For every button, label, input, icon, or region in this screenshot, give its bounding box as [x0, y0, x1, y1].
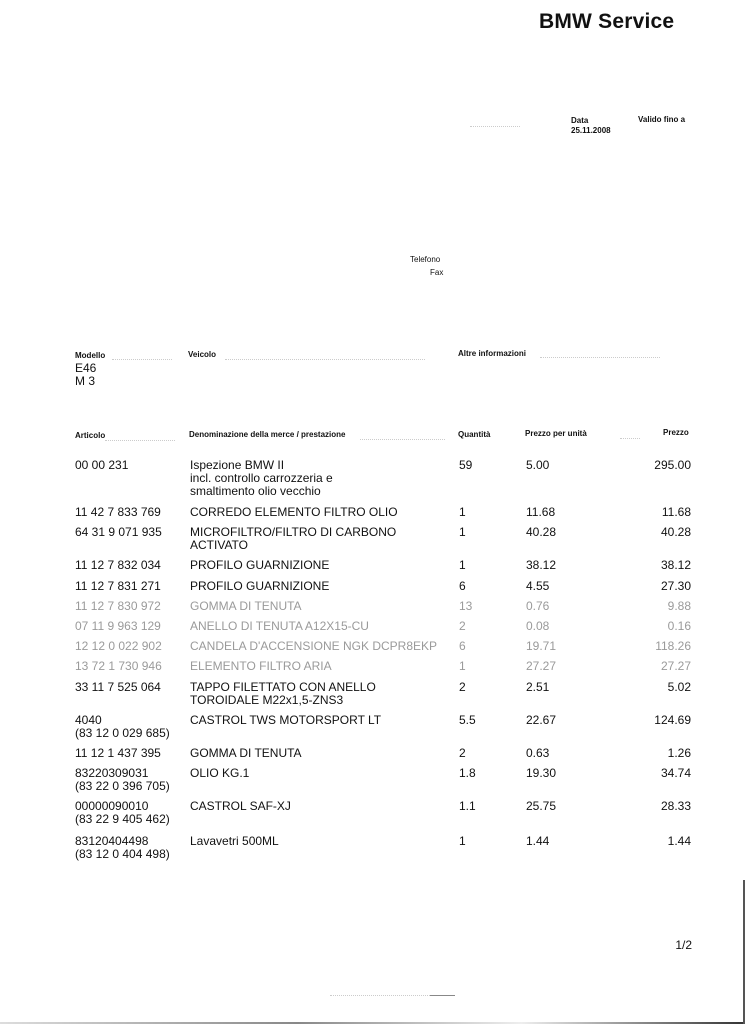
divider: [105, 440, 175, 441]
item-description: [190, 559, 450, 572]
item-description: [190, 800, 450, 813]
item-description-line: ANELLO DI TENUTA A12X15-CU: [190, 619, 369, 633]
item-price: 1.26: [667, 746, 691, 760]
divider: [470, 126, 520, 127]
article-number-line: 4040: [75, 713, 102, 727]
article-number-line: 11 42 7 833 769: [75, 505, 161, 519]
item-unit-price: 22.67: [526, 713, 557, 727]
article-number: [75, 714, 185, 740]
item-quantity: 6: [459, 639, 466, 653]
item-description: [190, 835, 450, 848]
item-description-line: Lavavetri 500ML: [190, 834, 279, 848]
article-number: [75, 747, 185, 760]
item-description: [190, 600, 450, 613]
article-number-line: 00000090010: [75, 799, 149, 813]
article-number-line: 07 11 9 963 129: [75, 619, 161, 633]
article-number: [75, 526, 185, 539]
header-quantity: Quantità: [458, 430, 491, 439]
item-description: [190, 714, 450, 727]
page-number: 1/2: [675, 938, 692, 952]
divider: [225, 359, 425, 360]
item-price: 38.12: [660, 558, 691, 572]
article-number: [75, 640, 185, 653]
item-description-line: Ispezione BMW II: [190, 458, 285, 472]
item-price: 124.69: [654, 713, 691, 727]
item-quantity: 1: [459, 834, 466, 848]
item-description-line: GOMMA DI TENUTA: [190, 746, 302, 760]
article-number: [75, 459, 185, 472]
item-unit-price: 40.28: [526, 525, 557, 539]
model-label: Modello: [75, 351, 106, 360]
item-unit-price: 0.63: [526, 746, 550, 760]
item-price: 1.44: [667, 834, 691, 848]
item-price: 40.28: [660, 525, 691, 539]
article-number-line: 12 12 0 022 902: [75, 639, 162, 653]
telefono-label: Telefono: [410, 255, 441, 264]
item-price: 27.27: [660, 659, 691, 673]
item-description-line: smaltimento olio vecchio: [190, 484, 321, 498]
item-unit-price: 0.08: [526, 619, 550, 633]
item-quantity: 2: [459, 619, 466, 633]
item-price: 295.00: [654, 458, 691, 472]
item-description: [190, 526, 450, 552]
item-unit-price: 4.55: [526, 579, 550, 593]
item-description-line: TOROIDALE M22x1,5-ZNS3: [190, 693, 344, 707]
item-unit-price: 19.30: [526, 766, 557, 780]
divider: [112, 359, 172, 360]
vehicle-label: Veicolo: [188, 350, 217, 359]
article-number-line: 00 00 231: [75, 458, 129, 472]
model-value-2: M 3: [75, 374, 96, 388]
item-description: [190, 747, 450, 760]
item-unit-price: 1.44: [526, 834, 550, 848]
item-quantity: 1.8: [459, 766, 476, 780]
item-unit-price: 2.51: [526, 680, 550, 694]
item-quantity: 6: [459, 579, 466, 593]
item-unit-price: 27.27: [526, 659, 557, 673]
header-unit-price: Prezzo per unità: [525, 429, 587, 438]
item-quantity: 5.5: [459, 713, 476, 727]
item-description-line: incl. controllo carrozzeria e: [190, 471, 333, 485]
item-description-line: PROFILO GUARNIZIONE: [190, 558, 330, 572]
article-number: [75, 800, 185, 826]
fax-label: Fax: [430, 268, 444, 277]
item-unit-price: 11.68: [526, 505, 556, 519]
item-quantity: 1: [459, 525, 466, 539]
item-unit-price: 19.71: [526, 639, 557, 653]
article-number-line: 33 11 7 525 064: [75, 680, 161, 694]
item-description-line: CORREDO ELEMENTO FILTRO OLIO: [190, 505, 398, 519]
item-quantity: 13: [459, 599, 473, 613]
item-description: [190, 660, 450, 673]
article-number: [75, 559, 185, 572]
item-description: [190, 620, 450, 633]
item-unit-price: 0.76: [526, 599, 550, 613]
brand-title: BMW Service: [539, 10, 675, 33]
item-unit-price: 5.00: [526, 458, 550, 472]
article-number-line: 11 12 7 830 972: [75, 599, 161, 613]
article-number: [75, 620, 185, 633]
item-unit-price: 25.75: [526, 799, 557, 813]
date-label: Data: [571, 116, 589, 125]
item-price: 27.30: [660, 579, 691, 593]
divider: [360, 439, 445, 440]
article-number-line: 11 12 1 437 395: [75, 746, 161, 760]
article-number: [75, 767, 185, 793]
item-quantity: 59: [459, 458, 473, 472]
item-quantity: 1.1: [459, 799, 476, 813]
divider: [540, 357, 660, 358]
item-description-line: CANDELA D'ACCENSIONE NGK DCPR8EKP: [190, 639, 438, 653]
divider: [330, 995, 430, 996]
item-description: [190, 640, 450, 653]
item-price: 11.68: [661, 505, 691, 519]
article-number-line: 83220309031: [75, 766, 149, 780]
item-description-line: ELEMENTO FILTRO ARIA: [190, 659, 332, 673]
header-description: Denominazione della merce / prestazione: [189, 430, 346, 439]
item-description: [190, 580, 450, 593]
article-number-line: 13 72 1 730 946: [75, 659, 162, 673]
article-number-line: (83 12 0 029 685): [75, 726, 170, 740]
header-price: Prezzo: [663, 428, 689, 437]
item-price: 118.26: [655, 639, 691, 653]
item-quantity: 2: [459, 680, 466, 694]
divider: [620, 438, 640, 439]
item-description: [190, 767, 450, 780]
article-number: [75, 600, 185, 613]
item-description-line: MICROFILTRO/FILTRO DI CARBONO: [190, 525, 397, 539]
item-description-line: OLIO KG.1: [190, 766, 250, 780]
item-description-line: CASTROL TWS MOTORSPORT LT: [190, 713, 382, 727]
item-unit-price: 38.12: [526, 558, 557, 572]
item-price: 0.16: [667, 619, 691, 633]
item-description: [190, 459, 450, 498]
article-number-line: 64 31 9 071 935: [75, 525, 162, 539]
date-value: 25.11.2008: [571, 126, 611, 135]
header-article: Articolo: [75, 431, 106, 440]
item-description-line: TAPPO FILETTATO CON ANELLO: [190, 680, 376, 694]
item-price: 5.02: [667, 680, 691, 694]
item-description-line: GOMMA DI TENUTA: [190, 599, 302, 613]
article-number: [75, 660, 185, 673]
item-description-line: CASTROL SAF-XJ: [190, 799, 291, 813]
item-description-line: PROFILO GUARNIZIONE: [190, 579, 330, 593]
article-number-line: 11 12 7 831 271: [75, 579, 161, 593]
article-number-line: 11 12 7 832 034: [75, 558, 161, 572]
item-quantity: 1: [459, 659, 466, 673]
article-number: [75, 506, 185, 519]
article-number: [75, 681, 185, 694]
article-number-line: 83120404498: [75, 834, 149, 848]
item-description: [190, 681, 450, 707]
item-description: [190, 506, 450, 519]
item-quantity: 1: [459, 505, 466, 519]
item-price: 28.33: [660, 799, 691, 813]
other-info-label: Altre informazioni: [458, 349, 527, 358]
article-number-line: (83 22 0 396 705): [75, 779, 170, 793]
item-description-line: ACTIVATO: [190, 538, 249, 552]
item-quantity: 2: [459, 746, 466, 760]
item-price: 34.74: [660, 766, 691, 780]
article-number: [75, 835, 185, 861]
item-quantity: 1: [459, 558, 466, 572]
article-number-line: (83 22 9 405 462): [75, 812, 170, 826]
item-price: 9.88: [667, 599, 691, 613]
divider: [430, 995, 455, 996]
article-number: [75, 580, 185, 593]
article-number-line: (83 12 0 404 498): [75, 847, 170, 861]
valid-until-label: Valido fino a: [638, 115, 686, 124]
model-value-1: E46: [75, 361, 97, 375]
